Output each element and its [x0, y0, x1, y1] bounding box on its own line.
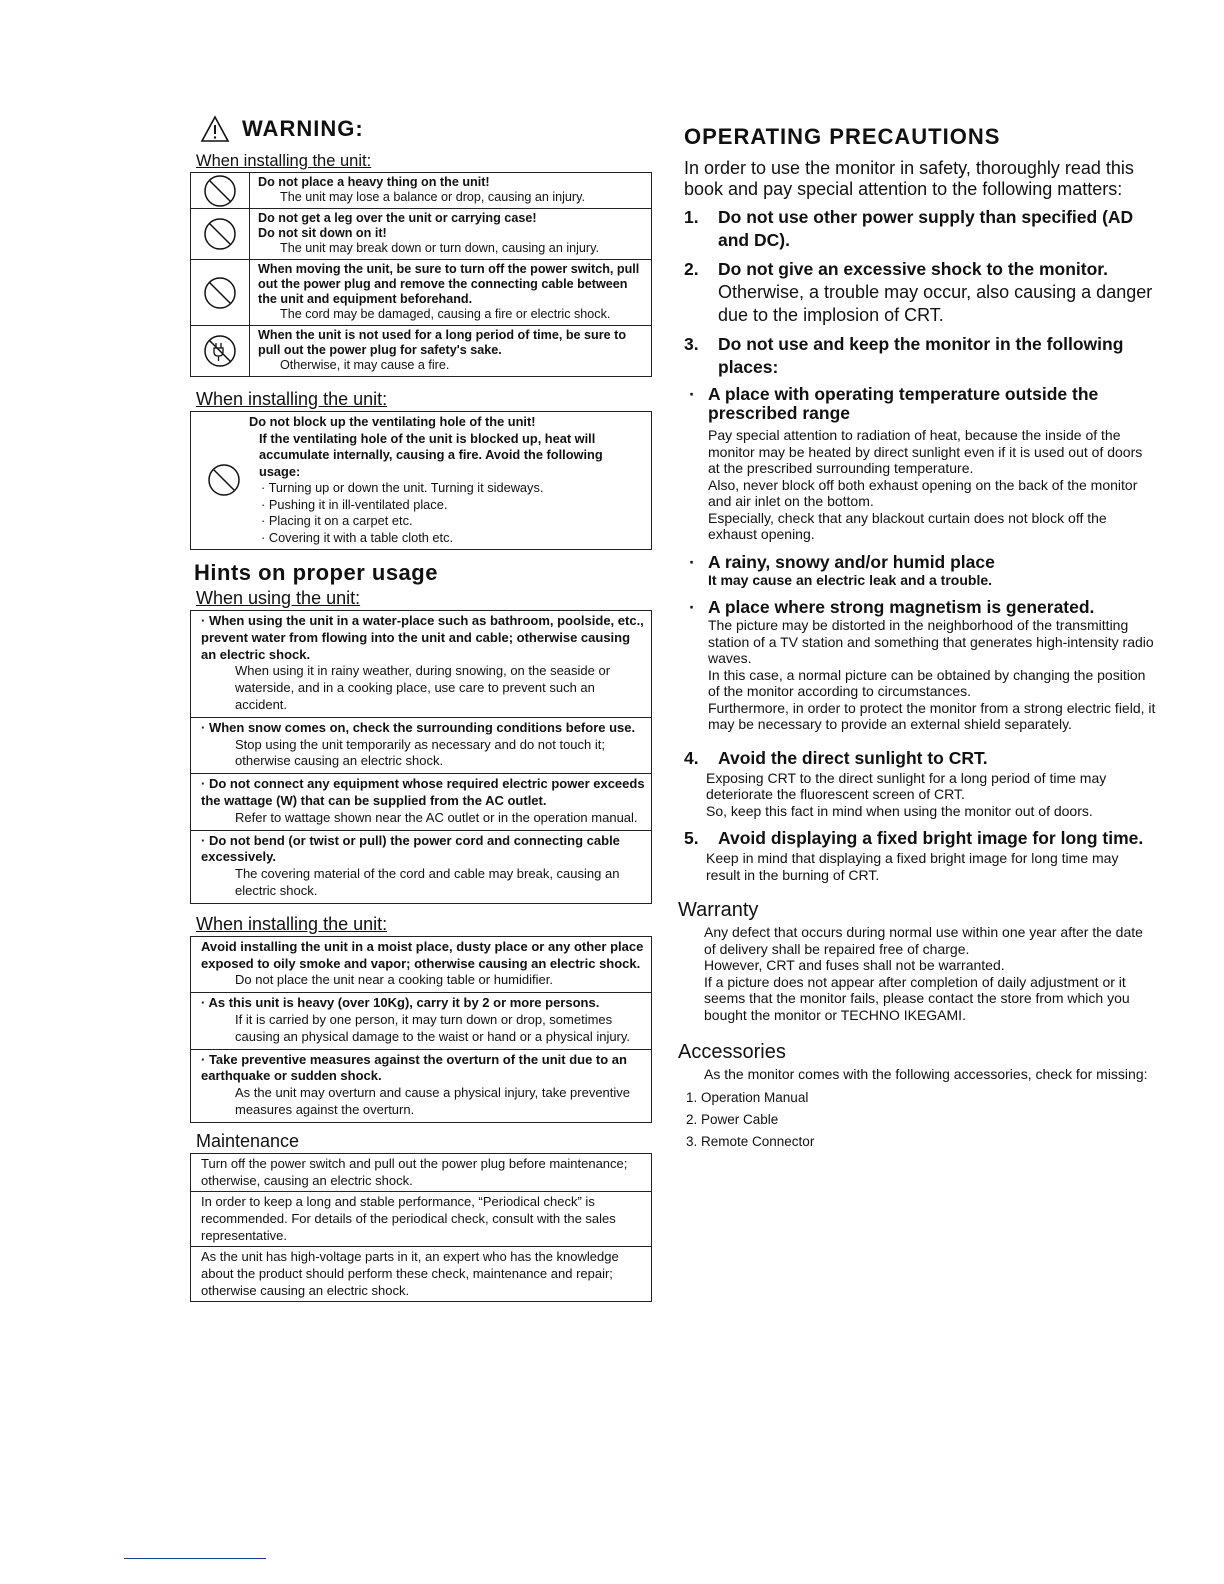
precaution-2-detail: Otherwise, a trouble may occur, also causing a danger due to the implosion of CRT.	[718, 282, 1153, 325]
accessory-item: 1. Operation Manual	[686, 1089, 809, 1105]
precaution-1	[676, 206, 1156, 252]
warning-row-text	[250, 326, 651, 376]
hint-title-text: When snow comes on, check the surrounding conditions before use.	[208, 719, 636, 735]
warning-line: Do not sit down on it!	[258, 226, 387, 240]
vent-item-text: Placing it on a carpet etc.	[268, 513, 413, 528]
vent-line-1: Do not block up the ventilating hole of the unit!	[249, 414, 536, 429]
warning-icon-cell	[191, 173, 250, 208]
precaution-4-detail-1: Exposing CRT to the direct sunlight for a long period of time may deteriorate the fluorescent screen of CRT.	[706, 769, 1107, 802]
prohibition-icon	[207, 463, 241, 497]
warning-box	[190, 172, 652, 377]
maintenance-row: As the unit has high-voltage parts in it, an expert who has the knowledge about the product should perform these check, maintenance and repair; otherwise causing an electric shock.	[201, 1248, 619, 1298]
hint-title	[201, 776, 645, 810]
hint-note: If it is carried by one person, it may turn down or drop, sometimes causing an physical damage to the waist or hand or a physical injury.	[235, 1011, 631, 1044]
hint-title-text: As this unit is heavy (over 10Kg), carry it by 2 or more persons.	[208, 995, 600, 1011]
warning-note: The cord may be damaged, causing a fire or electric shock.	[280, 307, 611, 321]
bullet-mark: ·	[689, 597, 695, 617]
bullet-mark: ·	[201, 719, 209, 735]
maintenance-box	[190, 1153, 652, 1302]
bullet-mark: ·	[689, 384, 695, 404]
warning-row	[191, 260, 651, 326]
precaution-4-detail-2: So, keep this fact in mind when using the monitor out of doors.	[706, 802, 1093, 819]
warning-line: When moving the unit, be sure to turn off the power switch, pull out the power plug and remove the connecting cable between the unit and equipment beforehand.	[258, 262, 640, 306]
maintenance-row: Turn off the power switch and pull out the power plug before maintenance; otherwise, causing an electric shock.	[191, 1154, 651, 1192]
warning-row-text	[250, 173, 651, 208]
hint-row	[191, 611, 651, 718]
unplug-icon	[203, 334, 237, 368]
hint-note: As the unit may overturn and cause a physical injury, take preventive measures against the overturn.	[235, 1085, 631, 1117]
hint-title-text: When using the unit in a water-place such as bathroom, poolside, etc., prevent water from flowing into the unit and cable; otherwise causing an electric shock.	[201, 613, 644, 662]
bullet-mark: ·	[201, 995, 209, 1011]
maintenance-title: Maintenance	[196, 1130, 300, 1151]
hint-row	[191, 774, 651, 830]
bullet-mark: ·	[201, 776, 209, 792]
vent-item	[249, 513, 647, 530]
prohibition-icon	[203, 217, 237, 251]
vent-item-text: Turning up or down the unit. Turning it sideways.	[268, 480, 544, 495]
place-magnetism-title: A place where strong magnetism is generated.	[708, 597, 1095, 617]
precaution-5-number: 5.	[684, 828, 699, 848]
accessories-list	[676, 1087, 1156, 1153]
bullet-mark: ·	[261, 496, 269, 512]
hint-row	[191, 718, 651, 774]
precaution-3-number: 3.	[684, 334, 699, 354]
place-magnetism-detail-1: The picture may be distorted in the neighborhood of the transmitting station of a TV station and something that generates high-intensity radio waves.	[708, 617, 1154, 666]
bullet-mark: ·	[201, 1051, 209, 1067]
place-temperature-detail-1: Pay special attention to radiation of heat, because the inside of the monitor may be heated by direct sunlight even if it is used out of doors at the prescribed surrounding temperature.	[708, 427, 1143, 476]
warning-row	[191, 209, 651, 260]
warranty-line: However, CRT and fuses shall not be warranted.	[704, 957, 1005, 973]
place-magnetism-detail-2: In this case, a normal picture can be obtained by changing the position of the monitor according to circumstances.	[708, 666, 1146, 699]
hint-note: Do not place the unit near a cooking table or humidifier.	[235, 972, 553, 988]
hint-note: Refer to wattage shown near the AC outlet or in the operation manual.	[235, 809, 638, 825]
place-magnetism	[676, 598, 1156, 617]
vent-line-2: If the ventilating hole of the unit is blocked up, heat will accumulate internally, causing a fire. Avoid the following usage:	[259, 430, 603, 479]
place-humid	[676, 553, 1156, 572]
precaution-1-text: Do not use other power supply than specified (AD and DC).	[718, 207, 1134, 250]
hints-title: Hints on proper usage	[194, 560, 438, 585]
place-magnetism-detail-3: Furthermore, in order to protect the monitor from a strong electric field, it may be necessary to provide an external shield separately.	[708, 699, 1156, 732]
maintenance-row: In order to keep a long and stable performance, “Periodical check” is recommended. For details of the periodical check, consult with the sales representative.	[191, 1192, 651, 1247]
precaution-5-detail: Keep in mind that displaying a fixed bright image for long time may result in the burning of CRT.	[706, 850, 1119, 883]
precaution-2	[676, 258, 1156, 281]
warranty-line: Any defect that occurs during normal use within one year after the date of delivery shall be repaired free of charge.	[704, 924, 1143, 957]
warning-row	[191, 326, 651, 376]
warning-title: WARNING:	[242, 116, 364, 141]
warning-note: The unit may break down or turn down, causing an injury.	[280, 241, 599, 255]
hint-title-text: Do not connect any equipment whose required electric power exceeds the wattage (W) that can be supplied from the AC outlet.	[201, 776, 645, 808]
precaution-5-text: Avoid displaying a fixed bright image for long time.	[718, 828, 1144, 848]
hint-note: Stop using the unit temporarily as necessary and do not touch it; otherwise causing an electric shock.	[235, 736, 605, 769]
accessories-title: Accessories	[678, 1041, 786, 1063]
accessory-item: 3. Remote Connector	[686, 1133, 815, 1149]
hint-title-text: Take preventive measures against the overturn of the unit due to an earthquake or sudden shock.	[201, 1051, 627, 1084]
place-temperature-detail-2: Also, never block off both exhaust opening on the back of the monitor and air inlet on the bottom.	[708, 476, 1138, 509]
prohibition-icon-wrap	[199, 414, 249, 546]
vent-item	[249, 530, 647, 547]
bullet-mark: ·	[689, 551, 695, 572]
accessories-intro: As the monitor comes with the following accessories, check for missing:	[704, 1066, 1148, 1082]
hint-title	[201, 613, 645, 663]
precaution-4	[676, 747, 1156, 770]
ventilation-text	[249, 414, 647, 546]
warranty-title: Warranty	[678, 899, 759, 921]
prohibition-icon	[203, 276, 237, 310]
precaution-2-text: Do not give an excessive shock to the monitor.	[718, 259, 1108, 279]
hint-title	[201, 720, 645, 737]
warning-subheading-1: When installing the unit:	[196, 152, 372, 170]
warning-icon-cell	[191, 260, 250, 325]
warning-row-text	[250, 260, 651, 325]
warning-note: Otherwise, it may cause a fire.	[280, 358, 450, 372]
warning-icon-cell	[191, 209, 250, 259]
warning-row-text	[250, 209, 651, 259]
warning-line: Do not place a heavy thing on the unit!	[258, 175, 490, 189]
ventilation-warning-box	[190, 411, 652, 550]
hints-subheading-2: When installing the unit:	[196, 913, 388, 934]
vent-items	[249, 480, 647, 546]
warning-heading	[200, 112, 652, 146]
bottom-rule	[124, 1558, 266, 1559]
operating-title: OPERATING PRECAUTIONS	[684, 124, 1001, 149]
hint-note: The covering material of the cord and cable may break, causing an electric shock.	[235, 866, 620, 898]
hint-title-text: Do not bend (or twist or pull) the power cord and connecting cable excessively.	[201, 832, 620, 865]
hint-row	[191, 831, 651, 903]
hint-row	[191, 993, 651, 1049]
hint-title-text: Avoid installing the unit in a moist place, dusty place or any other place exposed to oily smoke and vapor; otherwise causing an electric shock.	[201, 938, 644, 971]
place-temperature-title: A place with operating temperature outside the prescribed range	[708, 384, 1099, 423]
warning-icon-cell	[191, 326, 250, 376]
precaution-4-number: 4.	[684, 747, 699, 768]
precaution-4-text: Avoid the direct sunlight to CRT.	[718, 747, 988, 768]
hint-title	[201, 833, 645, 867]
warning-triangle-icon	[200, 115, 230, 143]
accessory-item: 2. Power Cable	[686, 1111, 779, 1127]
hints-subheading-1: When using the unit:	[196, 588, 361, 608]
precaution-3-text: Do not use and keep the monitor in the following places:	[718, 334, 1124, 377]
warning-row	[191, 173, 651, 209]
place-temperature-detail-3: Especially, check that any blackout curtain does not block off the exhaust opening.	[708, 509, 1107, 542]
place-humid-title: A rainy, snowy and/or humid place	[708, 551, 995, 572]
warning-line: When the unit is not used for a long period of time, be sure to pull out the power plug for safety's sake.	[258, 328, 627, 357]
hint-title	[201, 995, 645, 1012]
bullet-mark: ·	[261, 529, 269, 545]
warning-note: The unit may lose a balance or drop, causing an injury.	[280, 190, 585, 204]
hints-install-box	[190, 936, 652, 1123]
operating-intro: In order to use the monitor in safety, thoroughly read this book and pay special attention to the following matters:	[684, 158, 1134, 199]
vent-item	[249, 480, 647, 497]
vent-item	[249, 497, 647, 514]
bullet-mark: ·	[261, 513, 269, 528]
right-column	[676, 124, 1156, 1153]
prohibition-icon	[203, 174, 237, 208]
bullet-mark: ·	[201, 832, 209, 848]
precaution-1-number: 1.	[684, 207, 699, 227]
precaution-2-number: 2.	[684, 259, 699, 279]
bullet-mark: ·	[201, 613, 209, 628]
vent-item-text: Covering it with a table cloth etc.	[268, 529, 454, 545]
hint-title	[201, 939, 645, 973]
left-column	[190, 112, 652, 1302]
vent-item-text: Pushing it in ill-ventilated place.	[268, 496, 448, 512]
place-temperature	[676, 385, 1156, 423]
precaution-3	[676, 333, 1156, 379]
place-humid-detail: It may cause an electric leak and a trouble.	[708, 571, 993, 588]
warranty-line: If a picture does not appear after completion of daily adjustment or it seems that the monitor fails, please contact the store from which you bought the monitor or TECHNO IKEGAMI.	[704, 973, 1130, 1023]
warning-line: Do not get a leg over the unit or carrying case!	[258, 211, 537, 225]
hint-row	[191, 1050, 651, 1122]
warranty-text	[676, 924, 1156, 1023]
precaution-5	[676, 827, 1156, 850]
bullet-mark: ·	[261, 480, 269, 495]
hints-usage-box	[190, 610, 652, 904]
hint-note: When using it in rainy weather, during snowing, on the seaside or waterside, and in a cooking place, use care to prevent such an accident.	[235, 663, 611, 712]
hint-title	[201, 1052, 645, 1086]
hint-row	[191, 937, 651, 993]
warning-subheading-2: When installing the unit:	[196, 389, 388, 409]
